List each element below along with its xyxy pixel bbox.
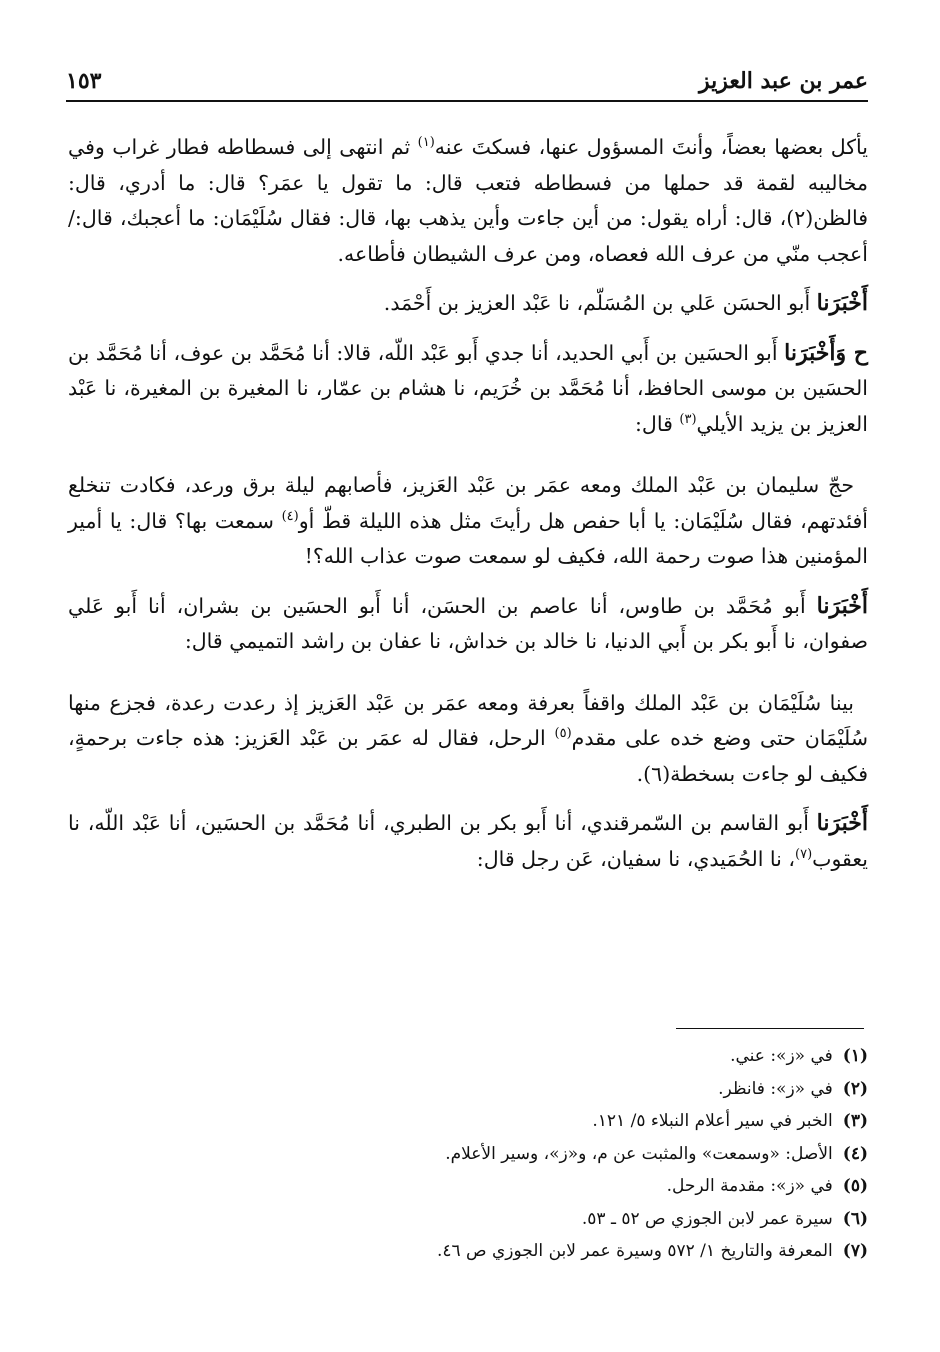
- footnote-text: الأصل: «وسمعت» والمثبت عن م، و«ز»، وسير الأعلام.: [445, 1143, 833, 1164]
- footnote: [68, 1235, 868, 1268]
- footnote-ref: (١): [417, 135, 435, 151]
- footnote-text: في «ز»: فانظر.: [718, 1078, 833, 1099]
- footnote: [68, 1138, 868, 1171]
- narration-keyword: أَخْبَرَنا: [816, 290, 868, 316]
- footnote-text: المعرفة والتاريخ ١/ ٥٧٢ وسيرة عمر لابن الجوزي ص ٤٦.: [436, 1241, 833, 1261]
- footnote-text: سيرة عمر لابن الجوزي ص ٥٢ ـ ٥٣.: [581, 1208, 833, 1229]
- footnote-text: في «ز»: مقدمة الرحل.: [666, 1176, 833, 1196]
- paragraph: [68, 130, 868, 272]
- footnote-number: (٥): [842, 1176, 868, 1196]
- footnote-text: في «ز»: عني.: [730, 1046, 833, 1066]
- page-header: [66, 60, 868, 94]
- paragraph-text: بينا سُلَيْمَان بن عَبْد الملك واقفاً بعرفة ومعه عمَر بن عَبْد العَزيز إذ رعدت رعدة، فجزع منها سُلَيْمَان حتى وضع خده على مقدم: [68, 690, 868, 750]
- paragraph-text: سمعت بها؟ قال: يا أمير المؤمنين هذا صوت رحمة الله، فكيف لو سمعت صوت عذاب الله؟!: [68, 508, 868, 568]
- footnote: [68, 1170, 868, 1203]
- footnote-number: (٢): [842, 1078, 868, 1099]
- narration-keyword: ح وَأَخْبَرَنا: [784, 339, 868, 366]
- footnote-ref: (٤): [281, 508, 299, 524]
- footnote: [68, 1105, 868, 1138]
- paragraph-text: أَبو القاسم بن السّمرقندي، أنا أَبو بكر بن الطبري، أنا مُحَمَّد بن الحسَين، أنا عَبْد اللّه، نا يعقوب: [68, 811, 868, 871]
- footnote-number: (١): [842, 1046, 868, 1066]
- footnote-ref: (٧): [795, 846, 813, 862]
- paragraph-text: الرحل، فقال له عمَر بن عَبْد العَزيز: هذه جاءت برحمةٍ، فكيف لو جاءت بسخطة(٦).: [68, 726, 868, 786]
- footnote-separator: [676, 1028, 864, 1029]
- narration-keyword: أَخْبَرَنا: [816, 592, 868, 619]
- paragraph-text: حجّ سليمان بن عَبْد الملك ومعه عمَر بن عَبْد العَزيز، فأصابهم ليلة برق ورعد، فكادت تنخلع أفئدتهم، فقال سُلَيْمَان: يا أبا حفص هل رأيتَ مثل هذه الليلة قطّ أو: [68, 473, 868, 533]
- paragraph: [68, 468, 868, 575]
- paragraph: [68, 686, 868, 793]
- paragraph-text: قال:: [635, 411, 680, 436]
- isnad-paragraph: [68, 806, 868, 877]
- footnote: [68, 1073, 868, 1106]
- page-number: ١٥٣: [66, 68, 102, 94]
- paragraph-text: ، نا الحُمَيدي، نا سفيان، عَن رجل قال:: [476, 846, 795, 871]
- isnad-paragraph: [68, 286, 868, 322]
- footnote: [68, 1203, 868, 1236]
- footnote-number: (٧): [842, 1241, 868, 1261]
- footnotes-list: [68, 1040, 868, 1268]
- footnote-ref: (٥): [554, 726, 572, 742]
- paragraph-text: أَبو الحسَن عَلي بن المُسَلّم، نا عَبْد العزيز بن أَحْمَد.: [383, 291, 817, 315]
- paragraph-text: ثم انتهى إلى فسطاطه فطار غراب وفي مخاليبه لقمة قد حملها من فسطاطه فتعب قال: ما تقول يا عمَر؟ قال: ما أدري، قال: فالظن(٢)، قال: أراه يقول: من أين جاءت وأين يذهب بها، قال: فقال سُلَيْمَان: ما أعجبك، قال:/أعجب منّي من عرف الله فعصاه، ومن عرف الشيطان فأطاعه.: [68, 135, 868, 266]
- paragraph-text: أَبو مُحَمَّد بن طاوس، أنا عاصم بن الحسَن، أنا أَبو الحسَين بن بشران، أنا أَبو عَلي صفوان، نا أَبو بكر بن أَبي الدنيا، نا خالد بن خداش، نا عفان بن راشد التميمي قال:: [68, 593, 868, 653]
- footnote-number: (٣): [842, 1111, 868, 1131]
- book-title: عمر بن عبد العزيز: [699, 68, 868, 94]
- footnote-ref: (٣): [679, 411, 697, 427]
- paragraph-text: أَبو الحسَين بن أَبي الحديد، أنا جدي أَبو عَبْد اللّه، قالا: أنا مُحَمَّد بن عوف، أنا مُحَمَّد بن الحسَين بن موسى الحافظ، أنا مُحَمَّد بن خُرَيم، نا هشام بن عمّار، نا المغيرة بن المغيرة، نا عَبْد العزيز بن يزيد الأيلي: [68, 340, 868, 436]
- footnote-text: الخبر في سير أعلام النبلاء ٥/ ١٢١.: [592, 1111, 833, 1131]
- isnad-paragraph: [68, 336, 868, 443]
- footnote: [68, 1040, 868, 1073]
- paragraph-text: يأكل بعضها بعضاً، وأنتَ المسؤول عنها، فسكتَ عنه: [434, 135, 868, 159]
- footnote-number: (٦): [842, 1208, 868, 1229]
- isnad-paragraph: [68, 589, 868, 660]
- main-text: [68, 130, 868, 891]
- footnote-number: (٤): [842, 1143, 868, 1164]
- narration-keyword: أَخْبَرَنا: [816, 810, 868, 836]
- header-rule: [66, 100, 868, 102]
